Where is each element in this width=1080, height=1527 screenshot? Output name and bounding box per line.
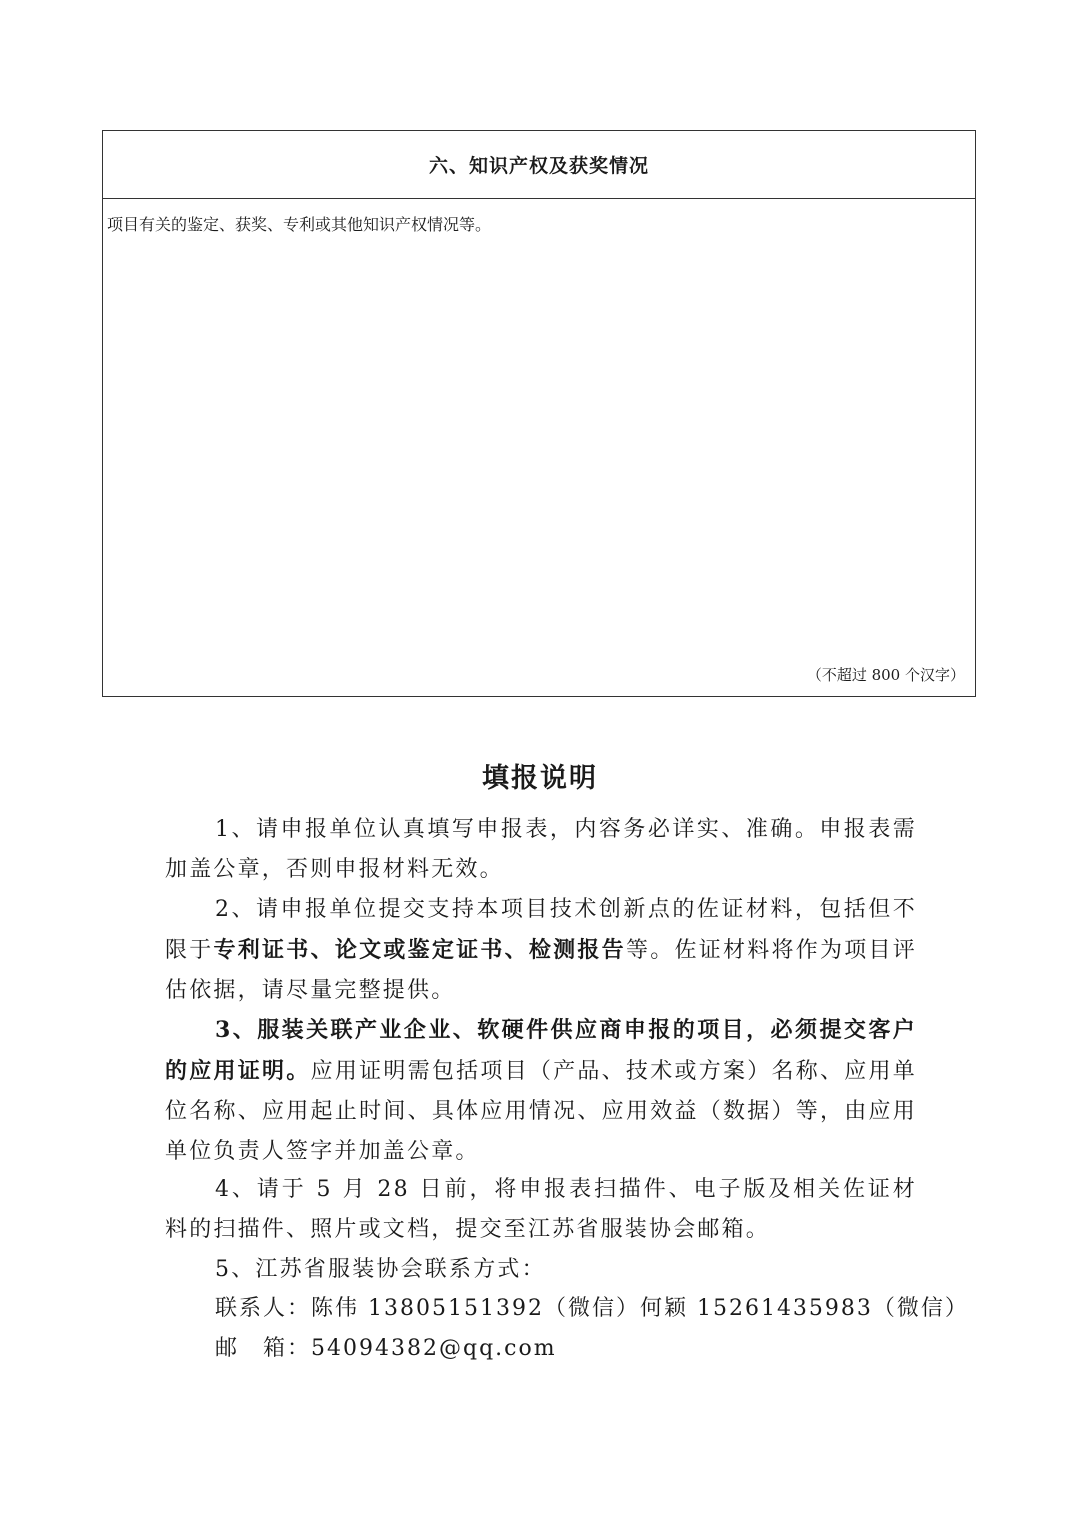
field-hint: 项目有关的鉴定、获奖、专利或其他知识产权情况等。 (107, 215, 492, 234)
section-title: 六、知识产权及获奖情况 (103, 131, 975, 199)
email-label: 邮 箱： (215, 1336, 312, 1361)
instruction-item-3: 3、服装关联产业企业、软硬件供应商申报的项目，必须提交客户的应用证明。应用证明需包括项目（产品、技术或方案）名称、应用单位名称、应用起止时间、具体应用情况、应用效益（数据）等，由应用单位负责人签字并加盖公章。 (165, 1017, 917, 1164)
instructions-title: 填报说明 (482, 763, 598, 794)
contact-email-line (215, 1329, 557, 1369)
instruction-item-4: 4、请于 5 月 28 日前，将申报表扫描件、电子版及相关佐证材料的扫描件、照片或文档，提交至江苏省服装协会邮箱。 (165, 1177, 917, 1242)
instruction-item-1: 1、请申报单位认真填写申报表，内容务必详实、准确。申报表需加盖公章，否则申报材料无效。 (165, 817, 917, 882)
word-limit-note: （不超过 800 个汉字） (806, 666, 965, 684)
ip-awards-table (102, 130, 976, 697)
instruction-item-5: 5、江苏省服装协会联系方式： (215, 1257, 546, 1282)
contact-persons: 联系人：陈伟 13805151392（微信）何颖 15261435983（微信） (215, 1296, 969, 1321)
instruction-item-2: 2、请申报单位提交支持本项目技术创新点的佐证材料，包括但不限于专利证书、论文或鉴定证书、检测报告等。佐证材料将作为项目评估依据，请尽量完整提供。 (165, 897, 918, 1003)
ip-awards-field[interactable] (103, 199, 975, 697)
email-address[interactable]: 54094382@qq.com (311, 1336, 557, 1361)
